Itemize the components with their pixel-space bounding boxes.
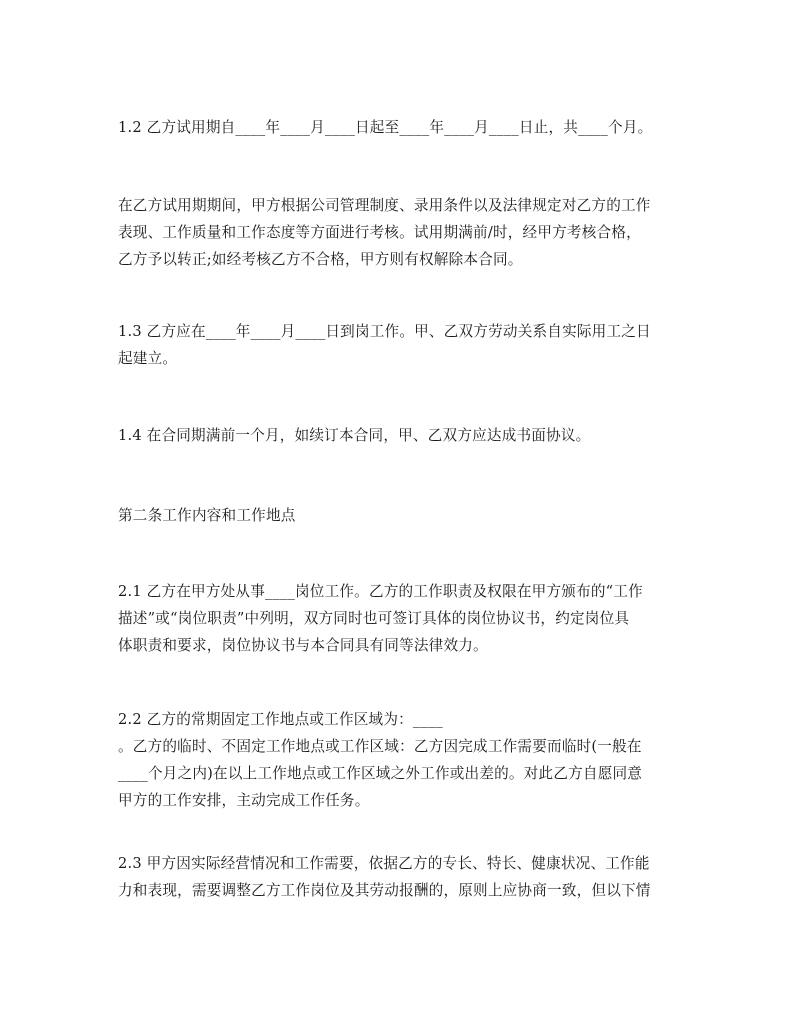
clause-2-2 — [118, 706, 683, 814]
text-line: 2.1 乙方在甲方处从事____岗位工作。乙方的工作职责及权限在甲方颁布的“工作 — [118, 583, 643, 600]
text-line: 2.3 甲方因实际经营情况和工作需要，依据乙方的专长、特长、健康状况、工作能 — [118, 855, 650, 872]
clause-1-2 — [118, 114, 683, 141]
clause-2-3 — [118, 850, 683, 904]
text-line: 1.2 乙方试用期自____年____月____日起至____年____月____日止，共____个月。 — [118, 119, 653, 136]
article-2-heading — [118, 502, 683, 529]
text-line: 力和表现，需要调整乙方工作岗位及其劳动报酬的，原则上应协商一致，但以下情 — [118, 882, 651, 899]
text-line: 描述”或“岗位职责”中列明，双方同时也可签订具体的岗位协议书，约定岗位具 — [118, 610, 630, 627]
text-line: 甲方的工作安排，主动完成工作任务。 — [118, 792, 370, 809]
text-line: 起建立。 — [118, 350, 178, 367]
text-line: 2.2 乙方的常期固定工作地点或工作区域为：____ — [118, 711, 443, 728]
clause-1-4 — [118, 422, 683, 449]
probation-assessment-paragraph — [118, 192, 683, 273]
clause-2-1 — [118, 578, 683, 659]
text-line: 在乙方试用期期间，甲方根据公司管理制度、录用条件以及法律规定对乙方的工作 — [118, 197, 651, 214]
clause-1-3 — [118, 318, 683, 372]
text-line: 。乙方的临时、不固定工作地点或工作区域：乙方因完成工作需要而临时(一般在 — [118, 738, 642, 755]
text-line: 1.3 乙方应在____年____月____日到岗工作。甲、乙双方劳动关系自实际用工之日 — [118, 323, 651, 340]
text-line: 表现、工作质量和工作态度等方面进行考核。试用期满前/时，经甲方考核合格， — [118, 224, 641, 241]
text-line: 第二条工作内容和工作地点 — [118, 507, 296, 524]
text-line: 体职责和要求，岗位协议书与本合同具有同等法律效力。 — [118, 637, 488, 654]
text-line: 乙方予以转正;如经考核乙方不合格，甲方则有权解除本合同。 — [118, 251, 523, 268]
text-line: ____个月之内)在以上工作地点或工作区域之外工作或出差的。对此乙方自愿同意 — [118, 765, 643, 782]
text-line: 1.4 在合同期满前一个月，如续订本合同，甲、乙双方应达成书面协议。 — [118, 427, 591, 444]
